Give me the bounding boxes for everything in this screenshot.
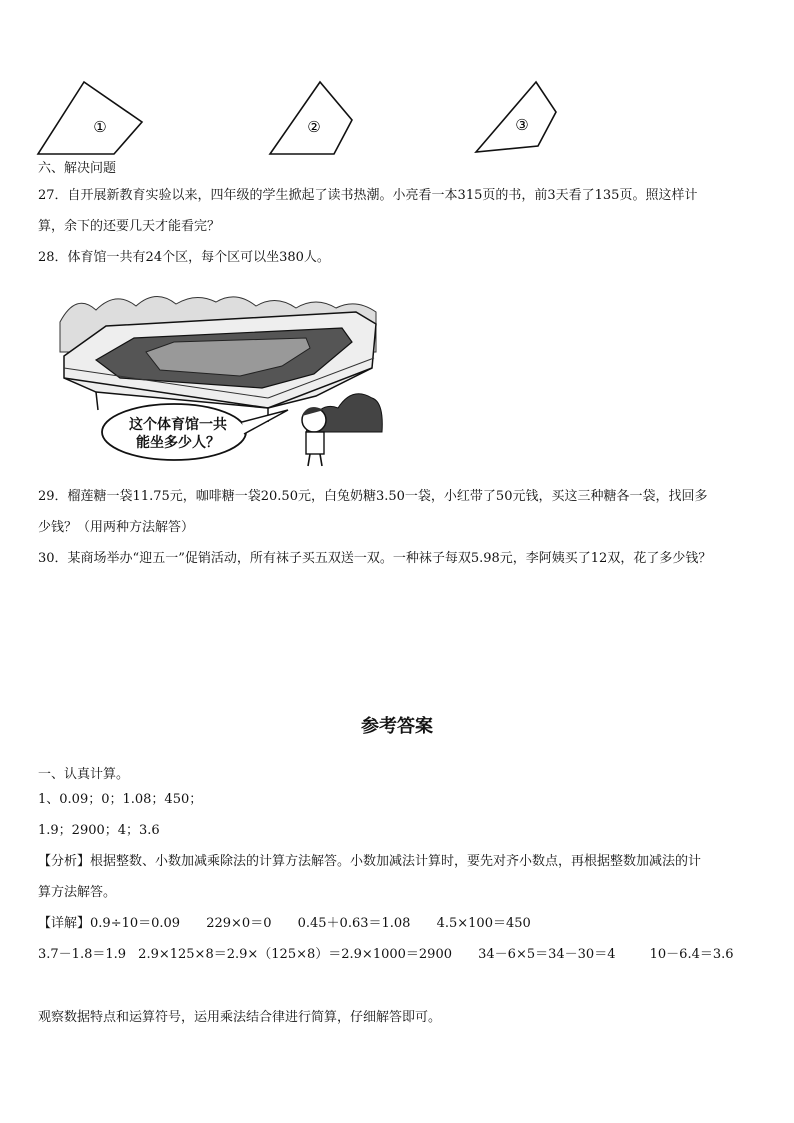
quadrilateral-shapes: [30, 76, 570, 160]
speech-bubble-line-1: 这个体育馆一共: [129, 417, 227, 433]
shape-3-label: ③: [515, 116, 529, 134]
shape-2-label: ②: [307, 118, 321, 136]
answers-title: 参考答案: [361, 716, 433, 737]
question-27-line-2: 算，余下的还要几天才能看完？: [38, 219, 221, 234]
answer-1-line-1: 1、0.09；0；1.08；450；: [38, 792, 203, 807]
detail-row-2: [38, 946, 734, 964]
detail-row-2-item-1: 3.7－1.8＝1.9: [38, 947, 127, 962]
shape-2: [270, 82, 352, 154]
detail-item-4: 4.5×100＝450: [436, 916, 531, 931]
speech-bubble-line-2: 能坐多少人？: [136, 435, 220, 451]
analysis-line-2: 算方法解答。: [38, 885, 117, 900]
question-29-line-2: 少钱？（用两种方法解答）: [38, 520, 195, 535]
detail-item-3: 0.45＋0.63＝1.08: [297, 916, 411, 931]
section-heading-6: 六、解决问题: [38, 161, 117, 176]
detail-label: 【详解】: [38, 916, 91, 931]
question-29-line-1: 29．榴莲糖一袋11.75元，咖啡糖一袋20.50元，白兔奶糖3.50一袋，小红带了50元钱，买这三种糖各一袋，找回多: [38, 489, 708, 504]
stadium-illustration: [56, 282, 384, 468]
detail-row-2-item-2: 2.9×125×8＝2.9×（125×8）＝2.9×1000＝2900: [138, 947, 452, 962]
answer-1-line-2: 1.9；2900；4；3.6: [38, 823, 160, 838]
shape-3: [476, 82, 556, 152]
answers-section-1: 一、认真计算。: [38, 767, 130, 782]
question-28: 28．体育馆一共有24个区，每个区可以坐380人。: [38, 250, 330, 265]
detail-item-2: 229×0＝0: [206, 916, 272, 931]
shape-1-label: ①: [93, 118, 107, 136]
analysis-line-1: 【分析】根据整数、小数加减乘除法的计算方法解答。小数加减法计算时，要先对齐小数点，再根据整数加减法的计: [38, 854, 702, 869]
detail-row-2-item-4: 10－6.4＝3.6: [649, 947, 734, 962]
question-30: 30．某商场举办“迎五一”促销活动，所有袜子买五双送一双。一种袜子每双5.98元，李阿姨买了12双，花了多少钱？: [38, 551, 712, 566]
shape-1: [38, 82, 142, 154]
question-27-line-1: 27．自开展新教育实验以来，四年级的学生掀起了读书热潮。小亮看一本315页的书，前3天看了135页。照这样计: [38, 188, 698, 203]
answer-note: 观察数据特点和运算符号，运用乘法结合律进行简算，仔细解答即可。: [38, 1010, 442, 1025]
detail-row-1: [38, 915, 531, 933]
detail-item-1: 0.9÷10＝0.09: [90, 916, 181, 931]
detail-row-2-item-3: 34－6×5＝34－30＝4: [478, 947, 616, 962]
speech-bubble-text: [118, 416, 238, 452]
